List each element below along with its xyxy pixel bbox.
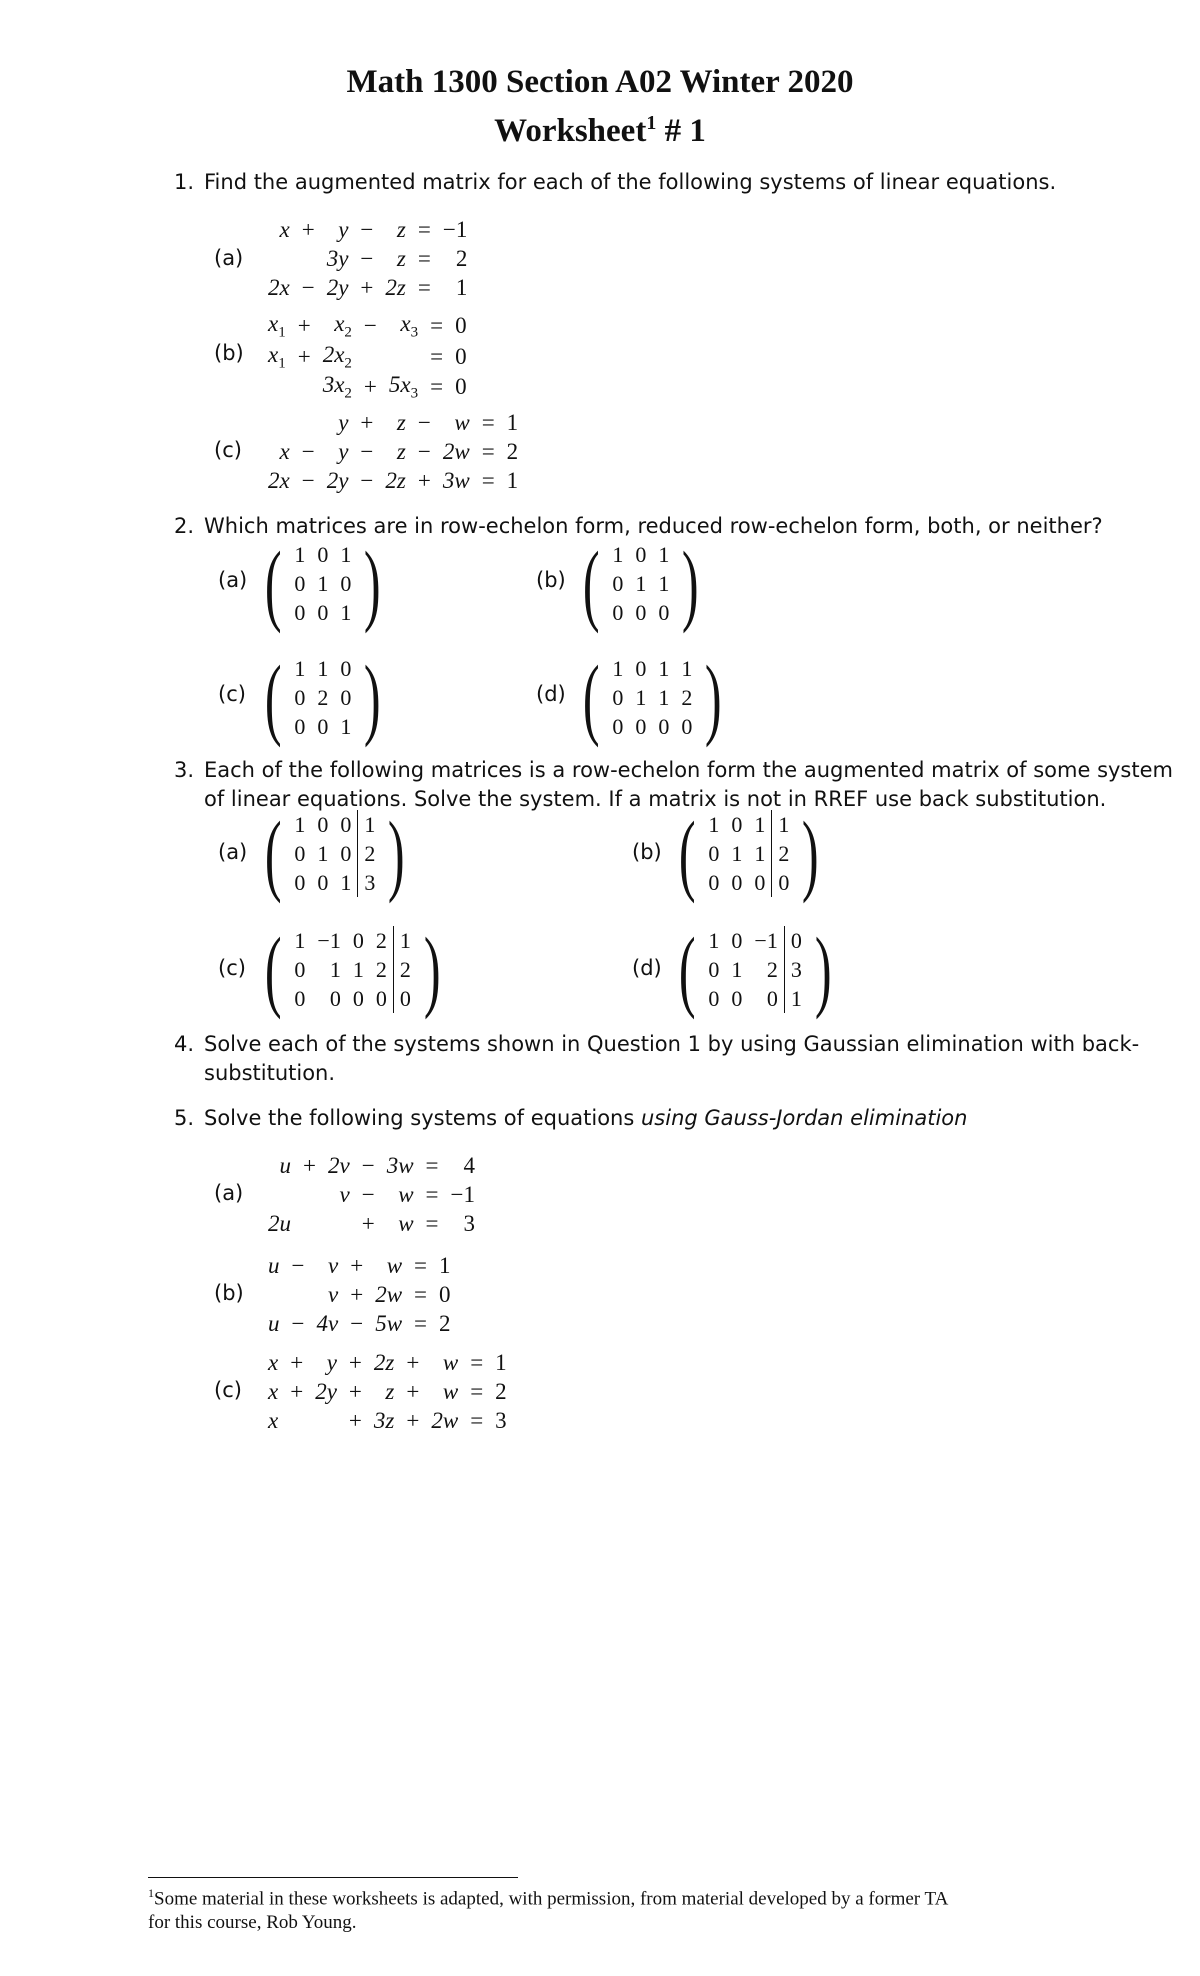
matrix-entry: 0 xyxy=(731,927,743,953)
matrix-row xyxy=(606,683,698,712)
matrix-entry: 0 xyxy=(375,985,387,1011)
matrix-entry: 0 xyxy=(766,985,778,1011)
matrix-entry: 0 xyxy=(340,811,352,837)
footnote: $^1$Some material in these worksheets is adapted, with permission, from material developed by a former TA for this course, Rob Young. xyxy=(148,1886,949,1934)
matrix-entry: 0 xyxy=(294,684,306,710)
matrix-entry: 2 xyxy=(772,839,796,868)
equation-row: y + z − w = 1 xyxy=(338,409,519,435)
matrix-entry: 1 xyxy=(612,541,624,567)
matrix-entry: 1 xyxy=(754,840,766,866)
matrix-entry: 0 xyxy=(612,599,624,625)
matrix-entry: 0 xyxy=(352,985,364,1011)
matrix-entry: 1 xyxy=(294,541,306,567)
q2-matrix-b xyxy=(576,533,706,634)
matrix-entry: 1 xyxy=(772,810,796,839)
matrix-entry: 1 xyxy=(681,655,693,681)
matrix-row xyxy=(702,984,807,1013)
matrix-entry: 1 xyxy=(708,811,720,837)
right-paren: ) xyxy=(423,919,441,1020)
q2-matrix-a xyxy=(258,533,388,634)
equation-row: x + y + 2z + w = 1 xyxy=(268,1349,507,1375)
q3-matrix-a xyxy=(258,803,412,904)
q1-label-c: (c) xyxy=(214,438,242,462)
matrix-entry: 0 xyxy=(294,985,306,1011)
matrix-row xyxy=(288,569,357,598)
matrix-body xyxy=(606,540,675,627)
title-line-1: Math 1300 Section A02 Winter 2020 xyxy=(346,64,854,100)
right-paren: ) xyxy=(705,647,722,748)
matrix-entry: 0 xyxy=(635,713,647,739)
matrix-row xyxy=(288,984,416,1013)
matrix-entry: 0 xyxy=(658,599,670,625)
q2-matrix-c xyxy=(258,647,388,748)
matrix-row xyxy=(288,712,357,741)
q2-label-a: (a) xyxy=(218,568,248,592)
matrix-entry: 2 xyxy=(375,927,387,953)
matrix-body xyxy=(288,654,357,741)
matrix-entry: 2 xyxy=(681,684,693,710)
matrix-row xyxy=(702,868,795,897)
matrix-entry: 1 xyxy=(708,927,720,953)
q5-system-c xyxy=(262,1348,513,1435)
q1-label-b: (b) xyxy=(214,341,244,365)
matrix-entry: 1 xyxy=(635,570,647,596)
q3-label-a: (a) xyxy=(218,840,248,864)
matrix-entry: 0 xyxy=(294,713,306,739)
right-paren: ) xyxy=(388,803,405,904)
matrix-entry: 1 xyxy=(754,811,766,837)
matrix-entry: 2 xyxy=(766,956,778,982)
left-paren: ( xyxy=(582,533,600,634)
matrix-entry: 0 xyxy=(294,869,306,895)
matrix-entry: 0 xyxy=(612,713,624,739)
matrix-row xyxy=(288,868,381,897)
matrix-entry: 0 xyxy=(393,984,417,1013)
matrix-row xyxy=(702,955,807,984)
matrix-entry: 1 xyxy=(317,655,329,681)
matrix-entry: 0 xyxy=(708,956,720,982)
matrix-entry: 0 xyxy=(635,655,647,681)
footnote-rule xyxy=(148,1877,518,1878)
matrix-row xyxy=(606,569,675,598)
matrix-entry: 1 xyxy=(658,684,670,710)
matrix-entry: 1 xyxy=(352,956,364,982)
matrix-entry: 1 xyxy=(340,599,352,625)
matrix-body xyxy=(288,810,381,897)
matrix-entry: 1 xyxy=(294,811,306,837)
equation-row: x + 2y + z + w = 2 xyxy=(268,1378,507,1404)
matrix-entry: −1 xyxy=(754,927,778,953)
worksheet-page: Math 1300 Section A02 Winter 2020 Worksheet$^1$ # 1 1. Find the augmented matrix for each of the following systems of linear equations. (a) x + y − z = −1 3y − z = 2 2x − 2y + 2z = 1 (b) $x_1$ + $x_2$ − $x_3$ = 0 $x_1$ + $2x_2$ = 0 $3x_2$ + $5x_3$ = 0 (c) y + z − w = 1 x − y − z − 2w = 2 2x − 2y − 2z + 3w = 1 2. Which matrices are in row-echelon form, reduced row-echelon form, both, or neither? (a) ( 1 0 1 0 1 0 0 0 1 ) (b) ( 1 0 1 0 1 1 0 0 0 ) (c) ( 1 1 0 0 2 0 0 0 1 ) (d) ( 1 0 1 1 0 1 1 2 0 0 0 0 ) 3. Each of the following matrices is a row-echelon form the augmented matrix of some system of linear equations. Solve the system. If a matrix is not in RREF use back substitution. (a) ( 1 0 0 1 0 1 0 2 0 0 1 3 ) (b) ( 1 0 1 1 0 1 1 2 0 0 0 0 ) (c) ( 1 −1 0 2 1 0 1 1 2 2 0 0 0 0 0 ) (d) ( 1 0 −1 0 0 1 2 3 0 0 0 1 ) 4. Solve each of the systems shown in Question 1 by using Gaussian elimination with back- substitution. 5. Solve the following systems of equations using Gauss-Jordan elimination (a) u + 2v − 3w = 4 v − w = −1 2u + w = 3 (b) u − v + w = 1 v + 2w = 0 u − 4v − 5w = 2 (c) x + y + 2z + w = 1 x + 2y + z + w = 2 x + 3z + 2w = 3 $^1$Some material in these worksheets is adapted, with permission, from material developed by a former TA for this course, Rob Young. xyxy=(0,0,1200,1976)
matrix-entry: 2 xyxy=(393,955,417,984)
q1-system-b: $x_1$ + $x_2$ − $x_3$ = 0 $x_1$ + $2x_2$ = 0 $3x_2$ + $5x_3$ = 0 xyxy=(268,311,467,402)
equation-row: x + 3z + 2w = 3 xyxy=(268,1407,507,1433)
matrix-entry: 0 xyxy=(340,840,352,866)
q3-label-b: (b) xyxy=(632,840,662,864)
matrix-entry: 1 xyxy=(317,570,329,596)
q5-system-b xyxy=(262,1251,457,1338)
left-paren: ( xyxy=(678,803,696,904)
matrix-entry: 1 xyxy=(317,840,329,866)
equation-row: u − 4v − 5w = 2 xyxy=(268,1310,451,1336)
matrix-body xyxy=(288,926,416,1013)
matrix-body xyxy=(606,654,698,741)
matrix-entry: 1 xyxy=(294,927,306,953)
matrix-entry: 3 xyxy=(358,868,382,897)
matrix-entry: 0 xyxy=(754,869,766,895)
matrix-entry: 0 xyxy=(317,869,329,895)
matrix-entry: 0 xyxy=(294,599,306,625)
matrix-entry: 1 xyxy=(294,655,306,681)
matrix-entry: 1 xyxy=(340,713,352,739)
q3-matrix-c xyxy=(258,919,447,1020)
matrix-entry: 1 xyxy=(329,956,341,982)
matrix-entry: 0 xyxy=(731,869,743,895)
right-paren: ) xyxy=(682,533,699,634)
matrix-entry: 2 xyxy=(375,956,387,982)
q1-label-a: (a) xyxy=(214,246,244,270)
equation-row: u + 2v − 3w = 4 xyxy=(279,1152,475,1178)
matrix-entry: 0 xyxy=(784,926,808,955)
matrix-entry: 1 xyxy=(612,655,624,681)
matrix-row xyxy=(702,926,807,955)
left-paren: ( xyxy=(264,919,282,1020)
matrix-entry: 0 xyxy=(294,956,306,982)
matrix-entry: 1 xyxy=(784,984,808,1013)
matrix-entry: 0 xyxy=(317,599,329,625)
q2-label-b: (b) xyxy=(536,568,566,592)
matrix-entry: 0 xyxy=(340,570,352,596)
right-paren: ) xyxy=(364,647,381,748)
q3-label-d: (d) xyxy=(632,956,662,980)
equation-row: x + y − z = −1 xyxy=(279,216,468,242)
matrix-entry: 0 xyxy=(329,985,341,1011)
matrix-entry: 0 xyxy=(635,599,647,625)
matrix-entry: 1 xyxy=(393,926,417,955)
matrix-row xyxy=(702,839,795,868)
q1-system-c xyxy=(262,408,524,495)
q5-label-b: (b) xyxy=(214,1281,244,1305)
matrix-entry: 0 xyxy=(731,811,743,837)
matrix-entry: 0 xyxy=(612,684,624,710)
matrix-entry: 0 xyxy=(317,811,329,837)
matrix-body xyxy=(702,810,795,897)
matrix-entry: 0 xyxy=(772,868,796,897)
equation-row: v − w = −1 xyxy=(339,1181,475,1207)
matrix-row xyxy=(288,810,381,839)
matrix-row xyxy=(606,712,698,741)
matrix-entry: 1 xyxy=(658,541,670,567)
q2-label-c: (c) xyxy=(218,682,246,706)
q3-label-c: (c) xyxy=(218,956,246,980)
equation-row: 2x − 2y + 2z = 1 xyxy=(268,274,468,300)
q5-label-c: (c) xyxy=(214,1378,242,1402)
matrix-row xyxy=(288,683,357,712)
equation-row: u − v + w = 1 xyxy=(268,1252,451,1278)
q3-matrix-b xyxy=(672,803,826,904)
matrix-entry: 1 xyxy=(658,655,670,681)
matrix-body xyxy=(288,540,357,627)
matrix-row xyxy=(288,955,416,984)
matrix-entry: 3 xyxy=(784,955,808,984)
matrix-entry: 1 xyxy=(658,570,670,596)
q1-system-a xyxy=(262,215,473,302)
matrix-row xyxy=(288,926,416,955)
equation-row: 2u + w = 3 xyxy=(268,1210,475,1236)
matrix-entry: 0 xyxy=(708,840,720,866)
matrix-entry: 0 xyxy=(317,541,329,567)
matrix-entry: 0 xyxy=(294,840,306,866)
matrix-row xyxy=(288,839,381,868)
equation-row: x − y − z − 2w = 2 xyxy=(279,438,519,464)
q5-system-a xyxy=(262,1151,481,1238)
right-paren: ) xyxy=(802,803,819,904)
matrix-entry: 1 xyxy=(731,956,743,982)
q3-matrix-d xyxy=(672,919,838,1020)
q2-matrix-d xyxy=(576,647,729,748)
matrix-body xyxy=(702,926,807,1013)
matrix-row xyxy=(288,654,357,683)
matrix-entry: 1 xyxy=(358,810,382,839)
q2-label-d: (d) xyxy=(536,682,566,706)
matrix-entry: 0 xyxy=(294,570,306,596)
matrix-entry: 1 xyxy=(635,684,647,710)
matrix-row xyxy=(702,810,795,839)
right-paren: ) xyxy=(364,533,381,634)
matrix-entry: 0 xyxy=(731,985,743,1011)
matrix-entry: 0 xyxy=(340,684,352,710)
matrix-entry: 1 xyxy=(731,840,743,866)
left-paren: ( xyxy=(264,647,282,748)
left-paren: ( xyxy=(582,647,600,748)
matrix-row xyxy=(606,598,675,627)
matrix-entry: 0 xyxy=(708,869,720,895)
matrix-entry: −1 xyxy=(317,927,341,953)
matrix-entry: 0 xyxy=(635,541,647,567)
matrix-entry: 2 xyxy=(317,684,329,710)
matrix-entry: 0 xyxy=(340,655,352,681)
equation-row: 3y − z = 2 xyxy=(326,245,468,271)
left-paren: ( xyxy=(264,803,282,904)
right-paren: ) xyxy=(814,919,832,1020)
matrix-entry: 1 xyxy=(340,869,352,895)
matrix-entry: 0 xyxy=(708,985,720,1011)
matrix-entry: 0 xyxy=(317,713,329,739)
q5-label-a: (a) xyxy=(214,1181,244,1205)
title-line-2: Worksheet$^1$ # 1 xyxy=(494,112,706,149)
footnote-marker: 1 xyxy=(646,112,657,134)
matrix-row xyxy=(606,654,698,683)
matrix-entry: 0 xyxy=(612,570,624,596)
matrix-entry: 2 xyxy=(358,839,382,868)
matrix-row xyxy=(606,540,675,569)
left-paren: ( xyxy=(678,919,696,1020)
matrix-row xyxy=(288,598,357,627)
worksheet-title xyxy=(0,62,1200,152)
left-paren: ( xyxy=(264,533,282,634)
equation-row: 2x − 2y − 2z + 3w = 1 xyxy=(268,467,519,493)
matrix-entry: 1 xyxy=(340,541,352,567)
matrix-row xyxy=(288,540,357,569)
matrix-entry: 0 xyxy=(352,927,364,953)
matrix-entry: 0 xyxy=(658,713,670,739)
matrix-entry: 0 xyxy=(681,713,693,739)
equation-row: v + 2w = 0 xyxy=(327,1281,451,1307)
